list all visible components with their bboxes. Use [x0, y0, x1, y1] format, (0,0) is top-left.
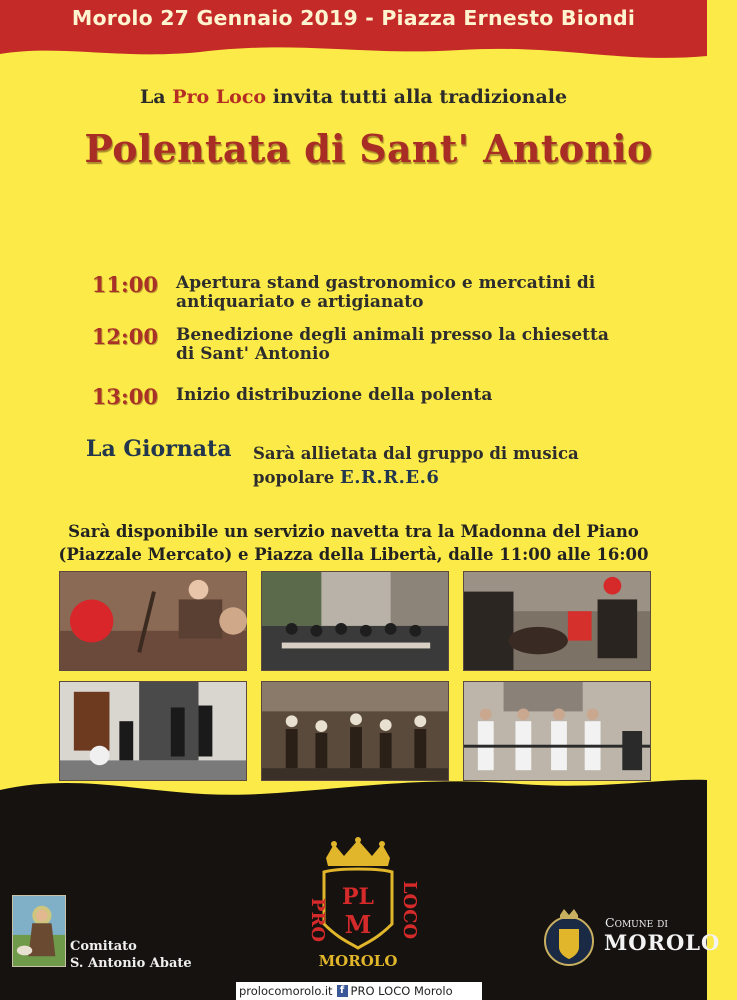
- comune-name: MOROLO: [604, 930, 721, 955]
- comune-crest-icon: [542, 907, 596, 969]
- pro-loco-highlight: Pro Loco: [172, 86, 267, 108]
- event-title: Polentata di Sant' Antonio: [84, 126, 653, 171]
- event-date-location: Morolo 27 Gennaio 2019 - Piazza Ernesto Biondi: [71, 6, 636, 30]
- facebook-page-link[interactable]: PRO LOCO Morolo: [350, 984, 453, 998]
- giornata-text: Sarà allietata dal gruppo di musica popolare E.R.R.E.6: [253, 444, 579, 488]
- event-photo: [261, 571, 449, 671]
- schedule-description: Apertura stand gastronomico e mercatini di antiquariato e artigianato: [176, 273, 596, 312]
- event-photo: [59, 571, 247, 671]
- schedule-time: 11:00: [91, 272, 158, 297]
- event-photo: [463, 571, 651, 671]
- svg-text:PL: PL: [341, 884, 375, 910]
- contact-bar: [236, 982, 482, 1000]
- schedule-time: 12:00: [91, 324, 158, 349]
- saint-antonio-image: [12, 895, 66, 967]
- comune-label: Comune di: [605, 915, 668, 930]
- website-link[interactable]: prolocomorolo.it: [239, 984, 333, 998]
- event-photo: [261, 681, 449, 781]
- comitato-label: Comitato S. Antonio Abate: [70, 939, 192, 971]
- event-photo: [59, 681, 247, 781]
- svg-text:LOCO: LOCO: [399, 880, 420, 940]
- invite-line: La Pro Loco invita tutti alla tradizionale: [139, 86, 568, 108]
- crown-icon: [326, 837, 390, 866]
- schedule-description: Benedizione degli animali presso la chiesetta di Sant' Antonio: [176, 325, 609, 364]
- giornata-label: La Giornata: [86, 436, 232, 462]
- svg-text:MOROLO: MOROLO: [318, 952, 398, 970]
- schedule-time: 13:00: [91, 384, 158, 409]
- facebook-icon: f: [337, 985, 348, 997]
- shuttle-service-notice: Sarà disponibile un servizio navetta tra la Madonna del Piano (Piazzale Mercato) e Piazza della Libertà, dalle 11:00 alle 16:00: [58, 522, 649, 564]
- schedule-description: Inizio distribuzione della polenta: [176, 385, 493, 405]
- svg-text:PRO: PRO: [307, 897, 328, 943]
- pro-loco-morolo-logo: [298, 838, 418, 973]
- event-photo: [463, 681, 651, 781]
- svg-text:M: M: [344, 910, 372, 939]
- band-name: E.R.R.E.6: [339, 467, 440, 488]
